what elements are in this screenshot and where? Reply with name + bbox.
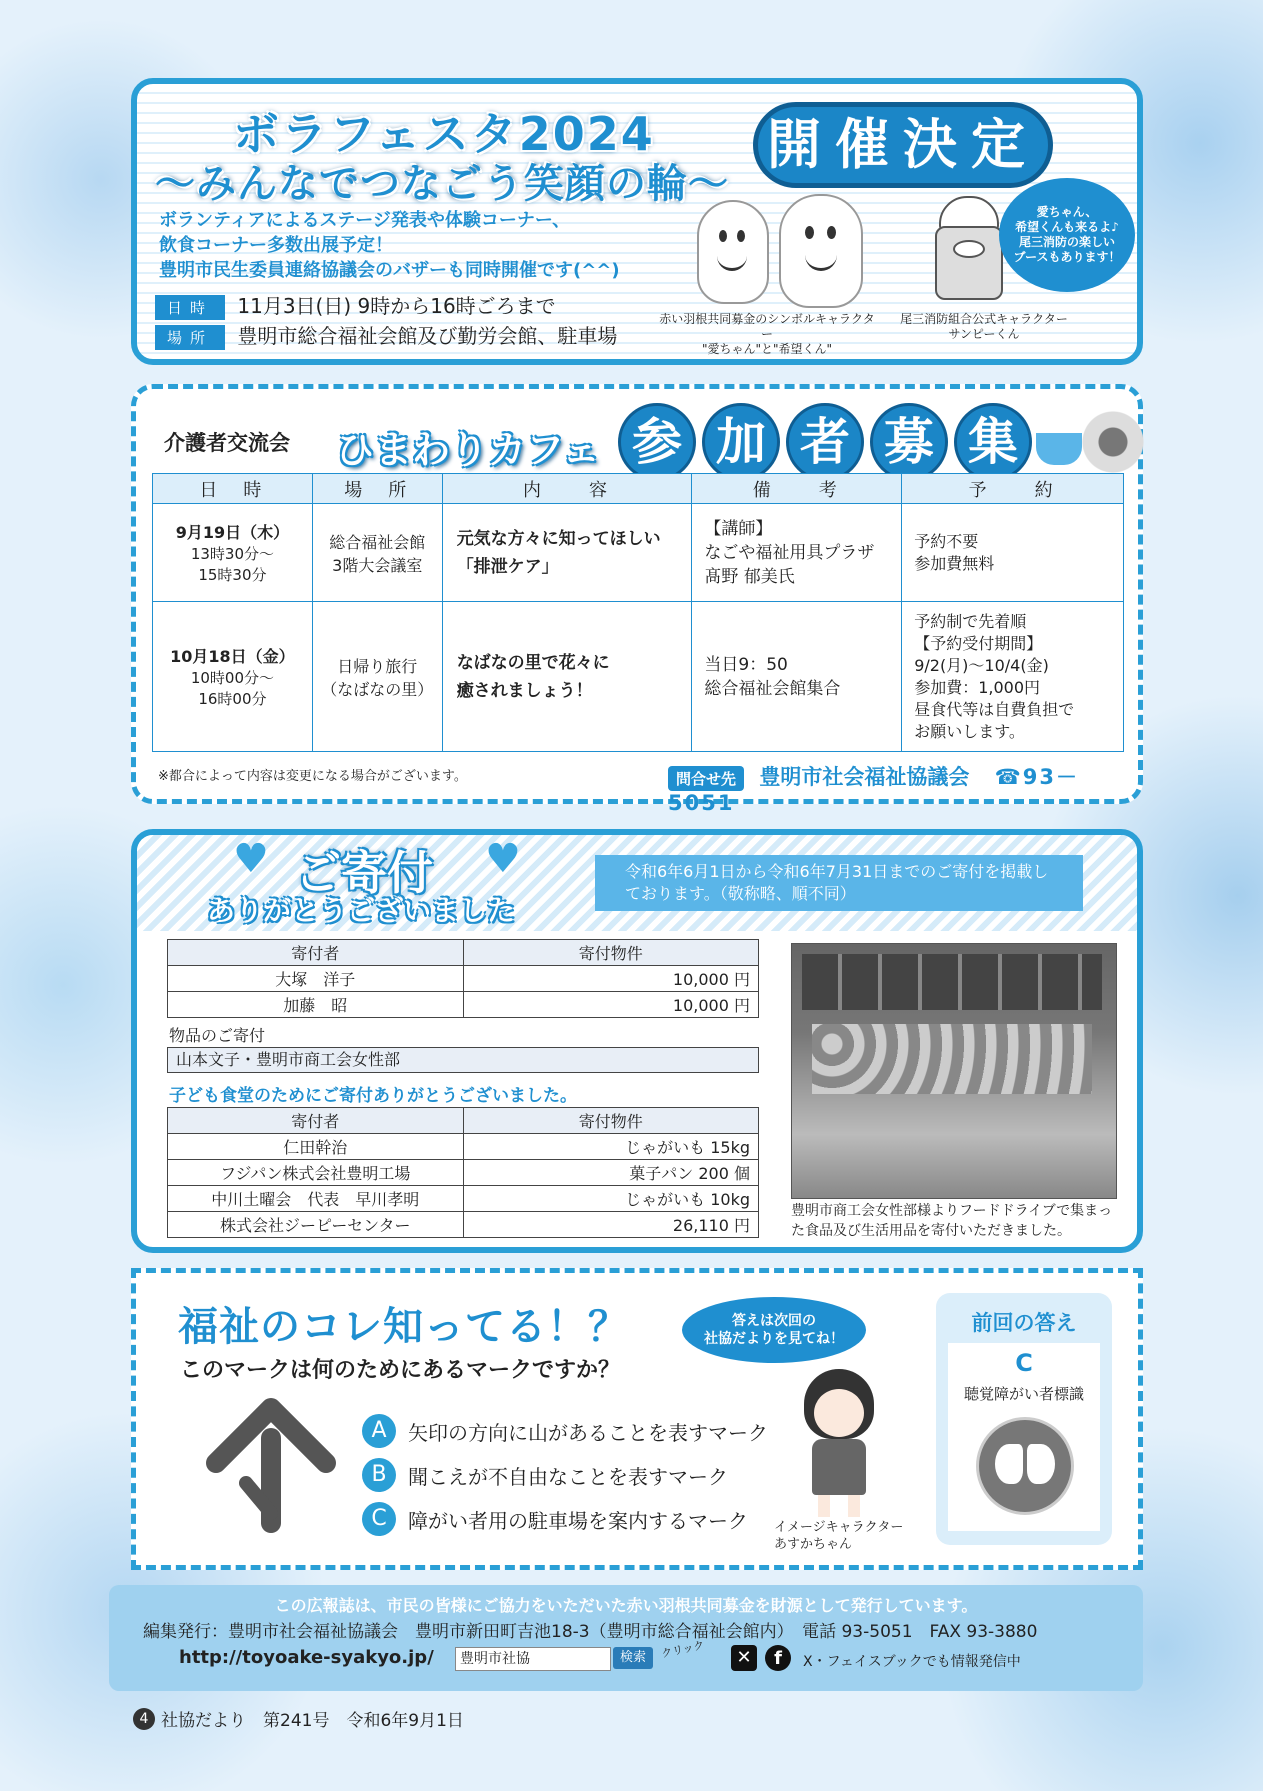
festa-panel: [131, 78, 1143, 365]
hearing-impaired-mark-icon: [976, 1417, 1074, 1515]
cafe-row-date-cell: [153, 602, 313, 752]
cafe-headline-char: 募: [870, 403, 948, 481]
cafe-name: ひまわりカフェ: [336, 428, 601, 472]
cafe-row-content: 元気な方々に知ってほしい 「排泄ケア」: [442, 504, 692, 602]
cafe-row-time: 13時30分～ 15時30分: [190, 545, 274, 584]
donation-title: ご寄付: [295, 846, 433, 900]
festa-place-value: 豊明市総合福祉会館及び勤労会館、駐車場: [237, 324, 618, 348]
option-text: 聞こえが不自由なことを表すマーク: [408, 1464, 728, 1489]
cafe-footnote: ※都合によって内容は変更になる場合がございます。: [158, 769, 467, 784]
footer-search-input[interactable]: 豊明市社協: [455, 1647, 611, 1671]
cafe-row-content: なばなの里で花々に 癒されましょう！: [442, 602, 692, 752]
festa-headline-text: 開催決定: [767, 113, 1039, 176]
festa-date-value: 11月3日(日) 9時から16時ごろまで: [237, 294, 556, 318]
quiz-speech-bubble: [682, 1297, 866, 1363]
cafe-headline-char: 加: [702, 403, 780, 481]
quiz-option-a[interactable]: [362, 1409, 768, 1453]
table-row: [168, 992, 759, 1018]
quiz-options: [362, 1409, 768, 1541]
kids-donor: 株式会社ジーピーセンター: [168, 1212, 464, 1238]
mascot-kibou-kun: [779, 194, 863, 308]
page-number: 4: [133, 1708, 155, 1730]
festa-title: ボラフェスタ2024: [233, 107, 655, 161]
festa-description: [159, 208, 620, 283]
option-letter: B: [362, 1458, 396, 1492]
footer-notice: この広報誌は、市民の皆様にご協力をいただいた赤い羽根共同募金を財源として発行しています。: [274, 1596, 978, 1615]
facebook-icon[interactable]: f: [765, 1645, 791, 1671]
quiz-bubble-text: 答えは次回の 社協だよりを見てね！: [704, 1313, 844, 1347]
kids-donation-table: [167, 1107, 759, 1238]
cafe-row-date: 10月18日（金）: [170, 647, 295, 666]
kids-item: 26,110 円: [463, 1212, 759, 1238]
prev-answer-card: [948, 1343, 1100, 1531]
cafe-schedule-table: [152, 473, 1124, 752]
money-item: 10,000 円: [463, 992, 759, 1018]
asuka-chan-character: [794, 1369, 884, 1519]
festa-headline: [753, 102, 1053, 188]
prev-answer-box: [936, 1293, 1112, 1545]
issue-info: 社協だより 第241号 令和6年9月1日: [161, 1711, 464, 1731]
kids-item: じゃがいも 10kg: [463, 1186, 759, 1212]
money-header-item: 寄付物件: [463, 940, 759, 966]
festa-date-row: [155, 290, 556, 320]
click-label: クリック: [660, 1638, 706, 1661]
mascot-sanpy-kun: [925, 196, 1009, 300]
photo-caption: 豊明市商工会女性部様よりフードドライブで集まった食品及び生活用品を寄付いただきました。: [791, 1203, 1113, 1239]
quiz-option-c[interactable]: [362, 1497, 768, 1541]
cafe-row-place: 日帰り旅行 （なばなの里）: [312, 602, 442, 752]
footer-box: [109, 1585, 1143, 1691]
cafe-header-content: 内 容: [442, 474, 692, 504]
donation-photo: [791, 943, 1117, 1199]
prev-answer-letter: C: [1015, 1349, 1033, 1377]
cafe-row-note: 当日9：50 総合福祉会館集合: [692, 602, 902, 752]
option-letter: A: [362, 1414, 396, 1448]
goods-label: 物品のご寄付: [169, 1026, 266, 1045]
table-row: [153, 602, 1124, 752]
money-header-donor: 寄付者: [168, 940, 464, 966]
page-footer: [133, 1706, 464, 1731]
cafe-contact: [668, 761, 1138, 815]
cafe-row-reserve: 予約制で先着順 【予約受付期間】 9/2(月)～10/4(金) 参加費：1,000円 昼食代等は自費負担で お願いします。: [902, 602, 1124, 752]
char2-caption: 尾三消防組合公式キャラクター サンピーくん: [900, 312, 1068, 341]
prev-answer-title: 前回の答え: [971, 1311, 1077, 1335]
cafe-headline-char: 集: [954, 403, 1032, 481]
quiz-option-b[interactable]: [362, 1453, 768, 1497]
x-icon[interactable]: ✕: [731, 1645, 757, 1671]
cafe-row-time: 10時00分～ 16時00分: [190, 669, 274, 708]
cafe-headline-char: 者: [786, 403, 864, 481]
table-row: [153, 504, 1124, 602]
cafe-row-date-cell: [153, 504, 313, 602]
table-row: [168, 1186, 759, 1212]
quiz-question: このマークは何のためにあるマークですか？: [180, 1358, 621, 1383]
option-text: 矢印の方向に山があることを表すマーク: [408, 1420, 768, 1445]
festa-bubble-text: 愛ちゃん、 希望くんも来るよ♪ 尾三消防の楽しい ブースもあります！: [1013, 205, 1121, 264]
quiz-panel: [131, 1268, 1143, 1570]
table-row: [168, 1160, 759, 1186]
cafe-header-place: 場 所: [312, 474, 442, 504]
mountain-arrow-mark-icon: [206, 1393, 336, 1533]
quiz-char-caption: イメージキャラクター あすかちゃん: [774, 1520, 904, 1552]
cafe-row-place: 総合福祉会館 3階大会議室: [312, 504, 442, 602]
table-row: [168, 1134, 759, 1160]
kids-item: 菓子パン 200 個: [463, 1160, 759, 1186]
money-donor: 加藤 昭: [168, 992, 464, 1018]
festa-place-label: 場所: [155, 325, 225, 350]
kids-donor: 中川土曜会 代表 早川孝明: [168, 1186, 464, 1212]
option-letter: C: [362, 1502, 396, 1536]
table-row: [168, 1212, 759, 1238]
cafe-row-reserve: 予約不要 参加費無料: [902, 504, 1124, 602]
donation-period-note: 令和6年6月1日から令和6年7月31日までのご寄付を掲載しております。（敬称略、順不同）: [595, 855, 1083, 911]
prev-answer-text: 聴覚障がい者標識: [963, 1385, 1084, 1403]
footer-url[interactable]: http://toyoake-syakyo.jp/: [179, 1647, 434, 1668]
money-donation-table: [167, 939, 759, 1018]
cafe-contact-label: 問合せ先: [668, 766, 744, 791]
donation-panel: [131, 829, 1143, 1253]
option-text: 障がい者用の駐車場を案内するマーク: [408, 1508, 748, 1533]
heart-icon: ♥: [233, 836, 269, 882]
festa-desc-line: 豊明市民生委員連絡協議会のバザーも同時開催です(^^): [159, 260, 620, 281]
kids-donor: フジパン株式会社豊明工場: [168, 1160, 464, 1186]
cafe-headline: [618, 403, 1038, 481]
cafe-panel: [131, 384, 1143, 815]
kids-label: 子ども食堂のためにご寄付ありがとうございました。: [169, 1086, 577, 1106]
cafe-row-date: 9月19日（木）: [175, 523, 290, 542]
table-row: [168, 966, 759, 992]
festa-date-label: 日時: [155, 295, 225, 320]
money-donor: 大塚 洋子: [168, 966, 464, 992]
cafe-contact-tel: ☎93－5051: [668, 765, 1080, 815]
cafe-header-date: 日 時: [153, 474, 313, 504]
cafe-contact-org: 豊明市社会福祉協議会: [759, 765, 970, 789]
cafe-header-note: 備 考: [692, 474, 902, 504]
cafe-row-note: 【講師】 なごや福祉用具プラザ 髙野 郁美氏: [692, 504, 902, 602]
money-item: 10,000 円: [463, 966, 759, 992]
kids-donor: 仁田幹治: [168, 1134, 464, 1160]
sunflower-icon: [1080, 409, 1146, 475]
kids-header-item: 寄付物件: [463, 1108, 759, 1134]
cafe-headline-char: 参: [618, 403, 696, 481]
mascot-ai-chan: [697, 200, 769, 304]
footer-publisher: 編集発行：豊明市社会福祉協議会 豊明市新田町吉池18-3（豊明市総合福祉会館内） 電話 93-5051 FAX 93-3880: [143, 1622, 1038, 1642]
festa-speech-bubble: [999, 178, 1135, 292]
kids-header-donor: 寄付者: [168, 1108, 464, 1134]
footer-sns-text: X・フェイスブックでも情報発信中: [803, 1654, 1021, 1670]
cafe-header-reserve: 予 約: [902, 474, 1124, 504]
festa-desc-line: ボランティアによるステージ発表や体験コーナー、: [159, 210, 571, 231]
cafe-prefix: 介護者交流会: [164, 431, 290, 455]
footer-search-button[interactable]: 検索: [613, 1647, 653, 1669]
char1-caption: 赤い羽根共同募金のシンボルキャラクター "愛ちゃん"と"希望くん": [659, 312, 875, 356]
coffee-cup-icon: [1036, 433, 1082, 465]
quiz-title: 福祉のコレ知ってる！？: [178, 1304, 629, 1350]
goods-row: 山本文子・豊明市商工会女性部: [167, 1047, 759, 1073]
festa-subtitle: ～みんなでつなごう笑顔の輪～: [155, 161, 729, 207]
festa-desc-line: 飲食コーナー多数出展予定！: [159, 235, 393, 256]
donation-subtitle: ありがとうございました: [207, 894, 516, 927]
festa-place-row: [155, 320, 617, 350]
kids-item: じゃがいも 15kg: [463, 1134, 759, 1160]
heart-icon: ♥: [485, 836, 521, 882]
